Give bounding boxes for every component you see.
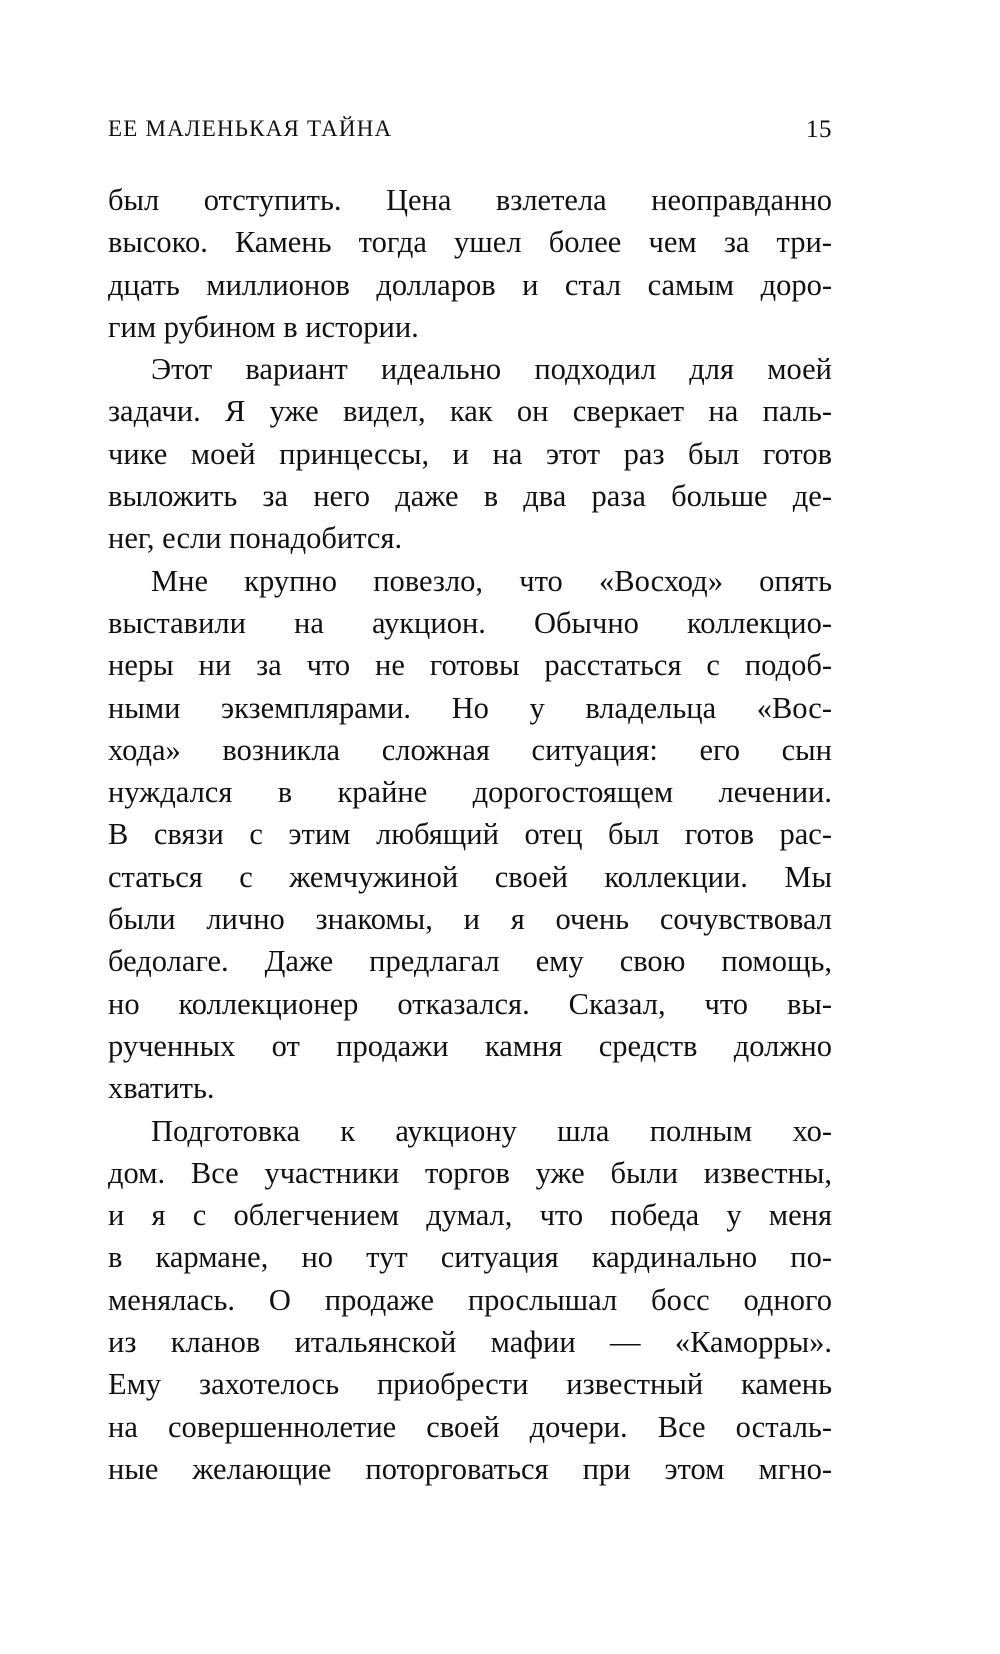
text-line: из кланов итальянской мафии — «Каморры». <box>108 1325 832 1360</box>
running-title: ЕЕ МАЛЕНЬКАЯ ТАЙНА <box>108 116 393 141</box>
text-line: гим рубином в истории. <box>108 309 419 344</box>
text-line: бедолаге. Даже предлагал ему свою помощь, <box>108 944 832 979</box>
text-line: и я с облегчением думал, что победа у меня <box>108 1198 832 1233</box>
text-line: дом. Все участники торгов уже были известны, <box>108 1155 832 1190</box>
text-line: ные желающие поторговаться при этом мгно- <box>108 1451 832 1486</box>
text-line: в кармане, но тут ситуация кардинально по- <box>108 1240 832 1275</box>
page-number: 15 <box>806 116 832 143</box>
text-line: выложить за него даже в два раза больше де- <box>108 479 832 514</box>
text-line: ными экземплярами. Но у владельца «Вос- <box>108 690 832 725</box>
text-line: задачи. Я уже видел, как он сверкает на паль- <box>108 394 832 429</box>
text-line: но коллекционер отказался. Сказал, что вы- <box>108 986 832 1021</box>
text-line: были лично знакомы, и я очень сочувствовал <box>108 902 832 937</box>
text-line: В связи с этим любящий отец был готов рас- <box>108 817 832 852</box>
running-header <box>108 116 832 146</box>
text-line: статься с жемчужиной своей коллекции. Мы <box>108 859 832 894</box>
text-line: нуждался в крайне дорогостоящем лечении. <box>108 775 832 810</box>
text-line: Мне крупно повезло, что «Восход» опять <box>151 563 832 598</box>
text-line: нег, если понадобится. <box>108 521 403 556</box>
text-line: выставили на аукцион. Обычно коллекцио- <box>108 605 832 640</box>
text-line: чике моей принцессы, и на этот раз был готов <box>108 436 832 471</box>
paragraph-3 <box>108 560 832 1110</box>
paragraph-1 <box>108 179 832 348</box>
body-text <box>108 179 832 1490</box>
text-line: менялась. О продаже прослышал босс одного <box>108 1282 832 1317</box>
text-line: на совершеннолетие своей дочери. Все осталь- <box>108 1409 832 1444</box>
text-line: дцать миллионов долларов и стал самым доро- <box>108 267 832 302</box>
paragraph-2 <box>108 348 832 559</box>
text-line: высоко. Камень тогда ушел более чем за три- <box>108 225 832 260</box>
paragraph-4 <box>108 1110 832 1491</box>
text-line: Этот вариант идеально подходил для моей <box>151 352 832 387</box>
text-line: Ему захотелось приобрести известный камень <box>108 1367 832 1402</box>
text-line: Подготовка к аукциону шла полным хо- <box>151 1113 832 1148</box>
text-line: был отступить. Цена взлетела неоправданно <box>108 183 832 217</box>
text-line: хода» возникла сложная ситуация: его сын <box>108 732 832 767</box>
text-line: рученных от продажи камня средств должно <box>108 1028 832 1063</box>
text-line: хватить. <box>108 1071 215 1106</box>
text-line: неры ни за что не готовы расстаться с подоб- <box>108 648 832 683</box>
